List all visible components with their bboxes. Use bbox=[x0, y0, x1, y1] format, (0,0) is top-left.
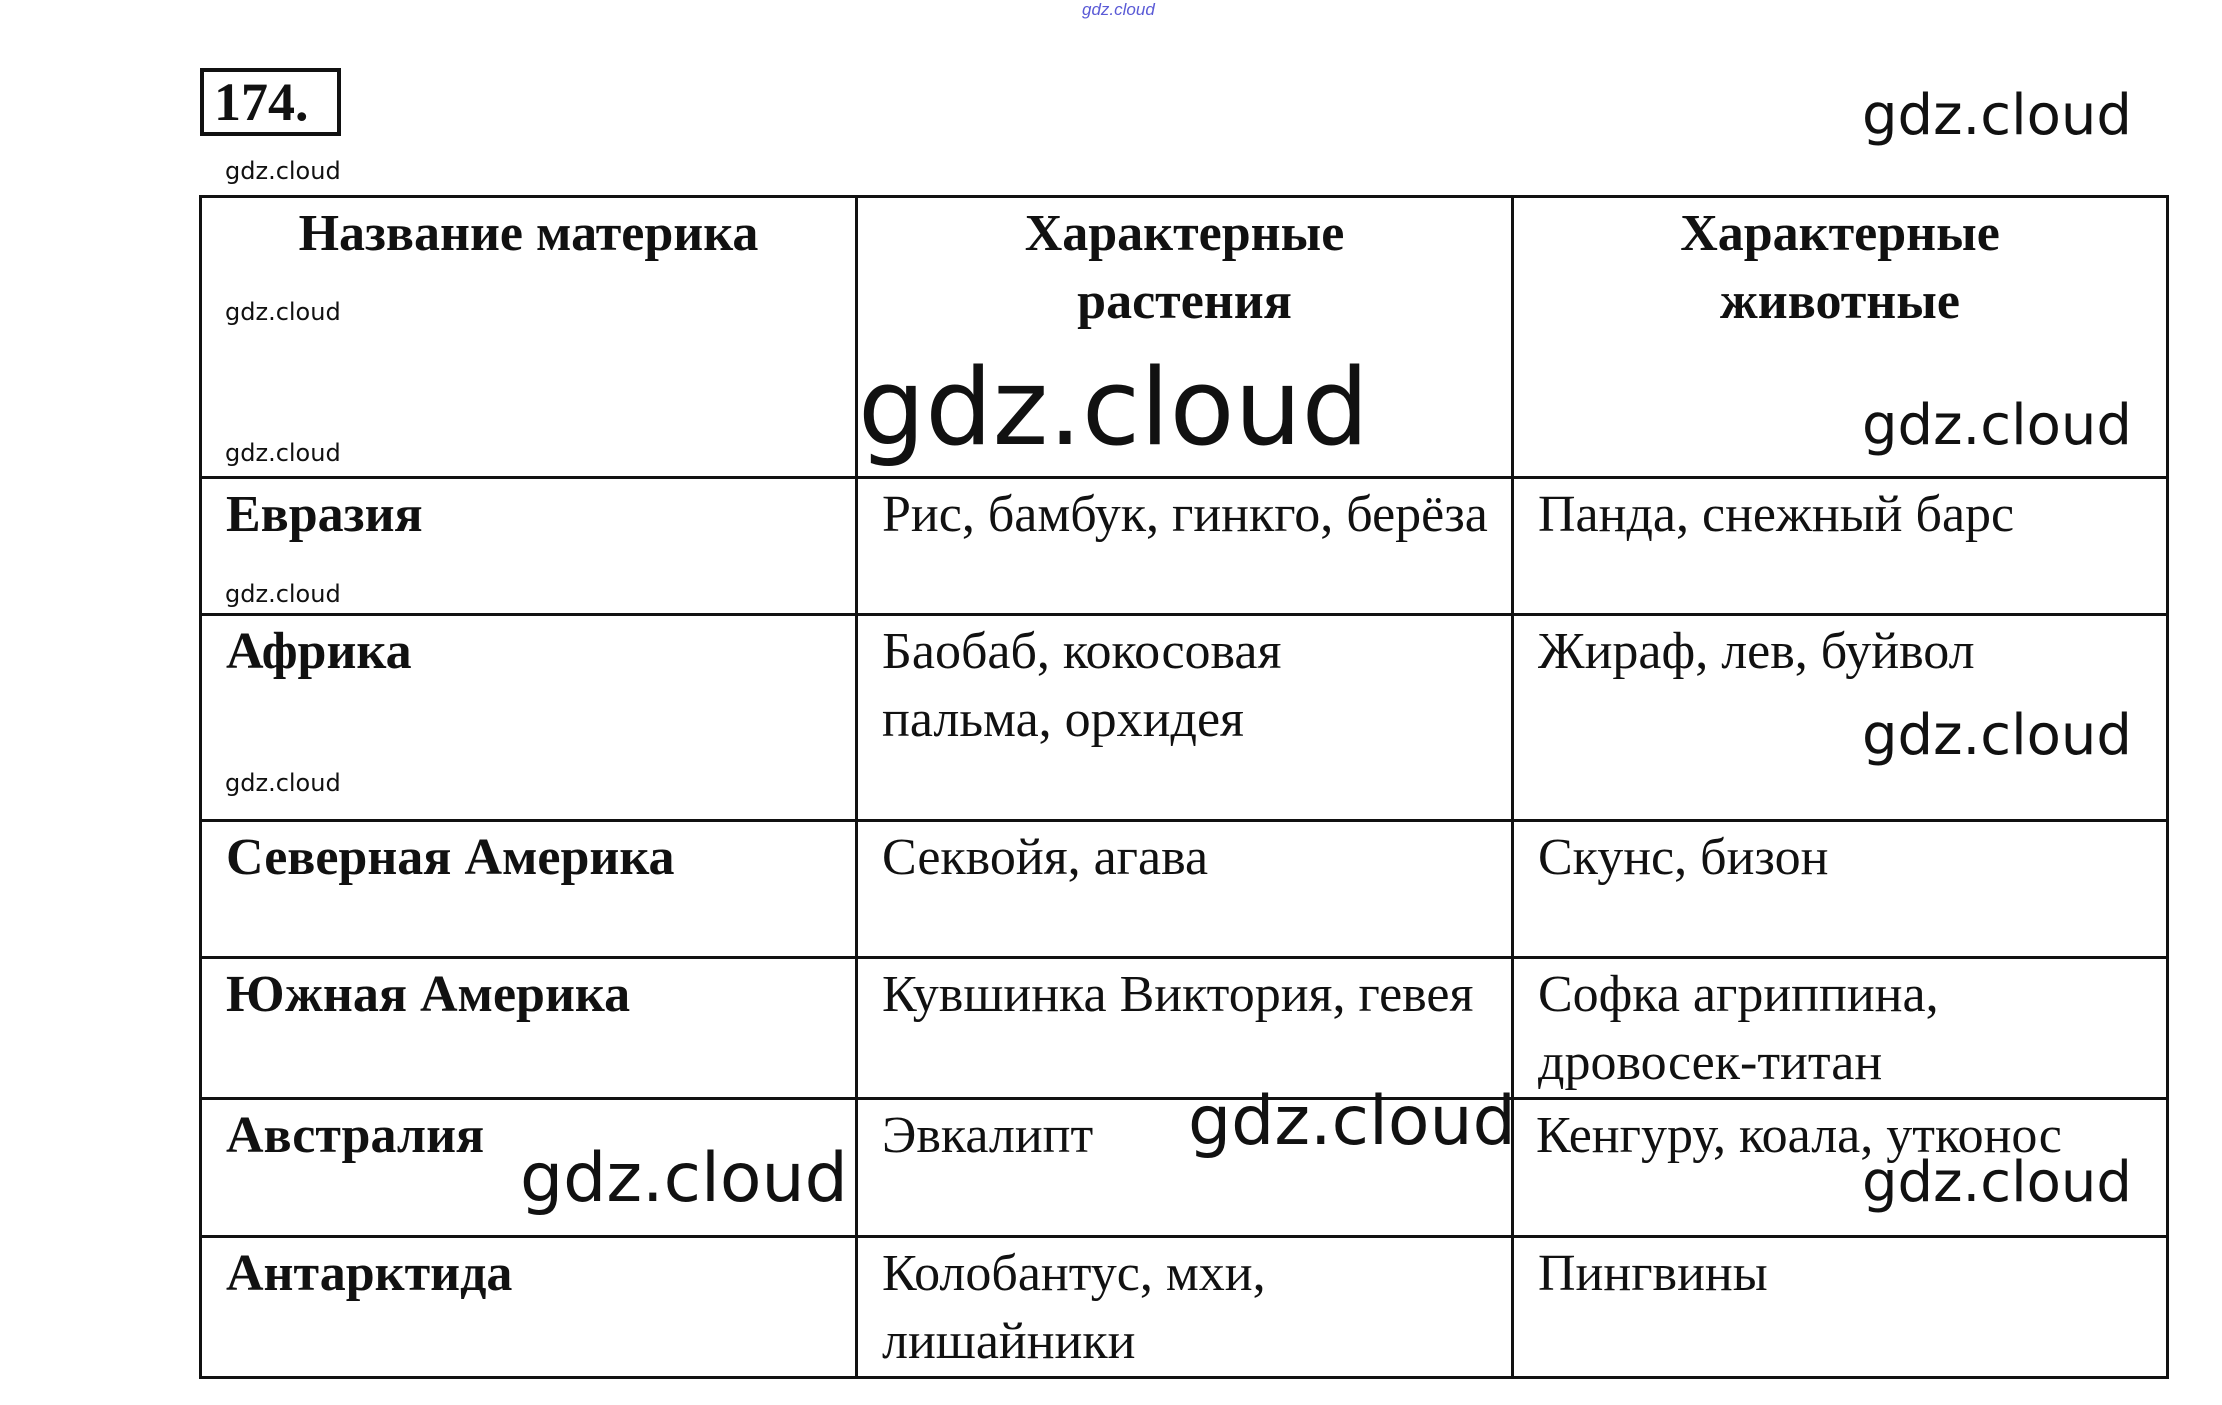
continent-cell: Африка bbox=[201, 615, 857, 821]
plants-cell: Кувшинка Виктория, гевея bbox=[857, 958, 1513, 1099]
watermark: gdz.cloud bbox=[1862, 83, 2132, 148]
plants-cell: Секвойя, агава bbox=[857, 821, 1513, 958]
watermark: gdz.cloud bbox=[858, 346, 1369, 469]
plants-cell: Рис, бамбук, гинкго, берёза bbox=[857, 478, 1513, 615]
animals-cell: Пингвины bbox=[1513, 1237, 2168, 1378]
watermark: gdz.cloud bbox=[1862, 393, 2132, 458]
animals-cell-text: Софка агриппина, дровосек-титан bbox=[1538, 966, 1939, 1091]
animals-cell: Панда, снежный барс bbox=[1513, 478, 2168, 615]
animals-cell bbox=[1513, 958, 2168, 1099]
watermark: gdz.cloud bbox=[225, 439, 341, 467]
plants-cell: Эвкалипт bbox=[857, 1099, 1513, 1237]
task-number: 174. bbox=[200, 68, 341, 136]
header-animals-text: Характерные животные bbox=[1680, 205, 2000, 330]
table-row bbox=[201, 478, 2168, 615]
plants-cell-text: Баобаб, кокосовая пальма, орхидея bbox=[882, 623, 1282, 748]
watermark: gdz.cloud bbox=[225, 298, 341, 326]
continent-cell: Северная Америка bbox=[201, 821, 857, 958]
header-continent: Название материка bbox=[201, 197, 857, 478]
watermark: gdz.cloud bbox=[225, 769, 341, 797]
continent-cell: Антарктида bbox=[201, 1237, 857, 1378]
plants-cell bbox=[857, 615, 1513, 821]
header-watermark: gdz.cloud bbox=[1082, 0, 1155, 19]
watermark: gdz.cloud bbox=[225, 580, 341, 608]
watermark: gdz.cloud bbox=[1188, 1082, 1516, 1161]
animals-cell: Жираф, лев, буйвол bbox=[1513, 615, 2168, 821]
table-row bbox=[201, 958, 2168, 1099]
table-row bbox=[201, 1237, 2168, 1378]
continent-cell: Южная Америка bbox=[201, 958, 857, 1099]
continent-cell: Австралия bbox=[201, 1099, 857, 1237]
animals-cell: Скунс, бизон bbox=[1513, 821, 2168, 958]
watermark: gdz.cloud bbox=[225, 157, 341, 185]
continent-cell: Евразия bbox=[201, 478, 857, 615]
animals-cell: Кенгуру, коала, утконос bbox=[1513, 1099, 2168, 1237]
plants-cell bbox=[857, 1237, 1513, 1378]
header-plants-text: Характерные растения bbox=[1024, 205, 1345, 330]
watermark: gdz.cloud bbox=[1862, 703, 2132, 768]
watermark: gdz.cloud bbox=[1862, 1150, 2132, 1215]
watermark: gdz.cloud bbox=[520, 1139, 848, 1218]
table-row bbox=[201, 821, 2168, 958]
plants-cell-text: Колобантус, мхи, лишайники bbox=[882, 1245, 1266, 1370]
